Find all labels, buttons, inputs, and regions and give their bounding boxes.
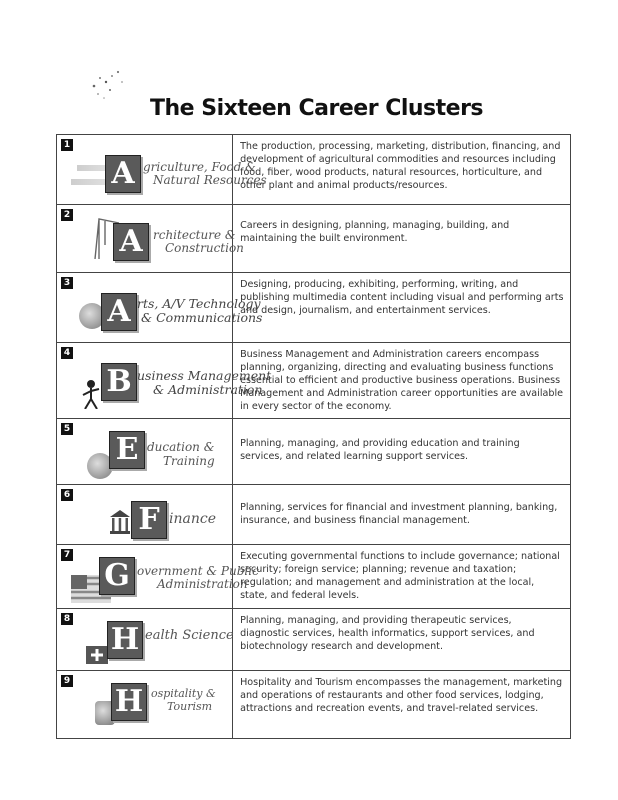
cluster-logo-cell (57, 671, 233, 739)
sparkle-decoration-icon (88, 68, 128, 102)
government-logo (57, 545, 259, 608)
cluster-logo-cell (57, 545, 259, 609)
logo-label-line1: overnment & Public (137, 564, 259, 578)
table-row (57, 273, 571, 343)
cluster-logo-cell (57, 343, 272, 419)
table-row (57, 135, 571, 205)
cluster-number: 8 (61, 613, 73, 625)
cluster-logo-cell (57, 485, 233, 545)
table-row (57, 545, 571, 609)
logo-letter: H (111, 683, 147, 721)
cluster-number: 3 (61, 277, 73, 289)
cluster-logo-cell (57, 609, 233, 671)
cluster-description: Careers in designing, planning, managing, building, and maintaining the built environment. (233, 205, 571, 273)
table-row (57, 343, 571, 419)
cluster-number: 1 (61, 139, 73, 151)
logo-label-line2: Tourism (167, 700, 213, 713)
cluster-description: Business Management and Administration careers encompass planning, organizing, directing and evaluating business functions essential to efficient and productive business operations. Business Management and Administration career opportunities are available in every sector of the economy. (233, 343, 571, 419)
logo-letter: A (101, 293, 137, 331)
logo-label-line2: Training (163, 454, 215, 468)
bank-building-icon (109, 509, 131, 535)
logo-label-line2: & Administration (153, 382, 263, 397)
arts-av-logo (57, 273, 263, 342)
business-logo (57, 343, 272, 418)
logo-label-line1: ealth Science (145, 628, 234, 643)
agriculture-logo (57, 135, 267, 204)
table-row (57, 671, 571, 739)
logo-label-line1: ospitality & (151, 687, 216, 700)
cluster-logo-cell (57, 135, 267, 205)
cluster-description: Planning, managing, and providing education and training services, and related learning support services. (233, 419, 571, 485)
table-row (57, 419, 571, 485)
medical-kit-icon (85, 643, 109, 665)
logo-letter: A (113, 223, 149, 261)
logo-label-line1: usiness Management (137, 368, 272, 383)
logo-label-line2: Administration (157, 577, 248, 591)
logo-label-line2: Construction (165, 241, 244, 255)
page-title: The Sixteen Career Clusters (150, 96, 484, 121)
finance-logo (57, 485, 239, 544)
logo-label-line2: Natural Resources (153, 173, 267, 187)
logo-label-line1: rts, A/V Technology (137, 296, 261, 311)
logo-letter: G (99, 557, 135, 595)
cluster-number: 2 (61, 209, 73, 221)
cluster-logo-cell (57, 273, 263, 343)
education-logo (57, 419, 239, 484)
cluster-description: Designing, producing, exhibiting, performing, writing, and publishing multimedia content including visual and performing arts and design, journalism, and entertainment services. (233, 273, 571, 343)
career-clusters-table (56, 134, 571, 739)
cluster-description: The production, processing, marketing, distribution, financing, and development of agricultural commodities and resources including food, fiber, wood products, natural resources, horticulture, and other plant and animal products/resources. (233, 135, 571, 205)
architecture-logo (57, 205, 244, 272)
logo-letter: E (109, 431, 145, 469)
cluster-number: 5 (61, 423, 73, 435)
logo-label-line1: griculture, Food & (143, 160, 256, 174)
cluster-number: 4 (61, 347, 73, 359)
cluster-number: 6 (61, 489, 73, 501)
table-row (57, 485, 571, 545)
logo-letter: A (105, 155, 141, 193)
health-science-logo (57, 609, 239, 670)
table-row (57, 609, 571, 671)
person-icon (81, 379, 101, 409)
hospitality-logo (57, 671, 239, 738)
logo-letter: H (107, 621, 143, 659)
logo-letter: B (101, 363, 137, 401)
logo-label-line2: & Communications (141, 310, 263, 325)
cluster-description: Executing governmental functions to include governance; national security; foreign service; planning; revenue and taxation; regulation; and management and administration at the local, state, and federal levels. (233, 545, 571, 609)
logo-label-line1: inance (169, 511, 216, 527)
logo-label-line1: rchitecture & (153, 228, 236, 242)
cluster-description: Planning, managing, and providing therapeutic services, diagnostic services, health informatics, support services, and biotechnology research and development. (233, 609, 571, 671)
cluster-logo-cell (57, 419, 233, 485)
logo-letter: F (131, 501, 167, 539)
cluster-description: Hospitality and Tourism encompasses the management, marketing and operations of restaurants and other food services, lodging, attractions and recreation events, and travel-related services. (233, 671, 571, 739)
cluster-logo-cell (57, 205, 244, 273)
cluster-description: Planning, services for financial and investment planning, banking, insurance, and business financial management. (233, 485, 571, 545)
cluster-number: 9 (61, 675, 73, 687)
cluster-number: 7 (61, 549, 73, 561)
table-row (57, 205, 571, 273)
logo-label-line1: ducation & (147, 440, 215, 454)
